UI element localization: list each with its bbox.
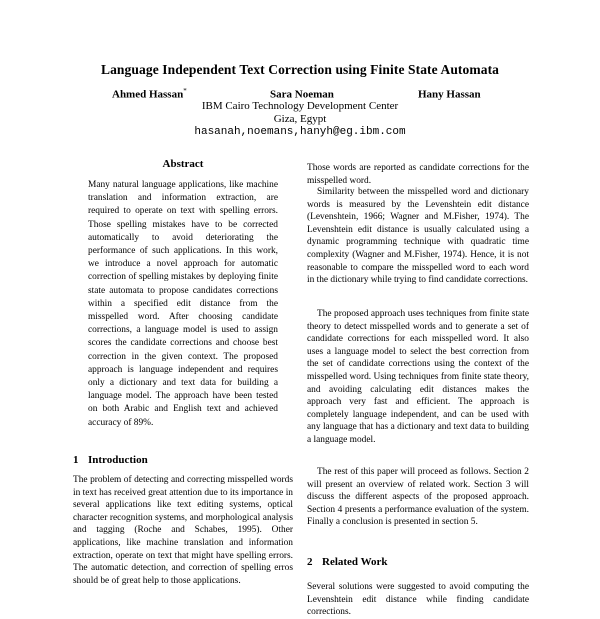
right-paragraph-4: The rest of this paper will proceed as follows. Section 2 will present an overview of related work. Section 3 will discuss the different aspects of the proposed approach. Section 4 presents a performance evaluation of the system. Finally a conclusion is presented in section 5. <box>307 467 529 528</box>
author-2-name: Sara Noeman <box>270 88 334 101</box>
author-1-name: Ahmed Hassan <box>112 88 184 101</box>
right-paragraph-1: Those words are reported as candidate corrections for the misspelled word. <box>307 163 529 186</box>
abstract-heading: Abstract <box>162 158 204 170</box>
right-paragraph-3: The proposed approach uses techniques from finite state theory to detect misspelled words and to generate a set of candidate corrections for each misspelled word. It also uses a language model to select the best correction from the set of candidate corrections using the context of the misspelled word. Using techniques from finite state theory, and avoiding calculating edit distances makes the approach very fast and efficient. The approach is completely language independent, and can be used with any language that has a dictionary and text data to building a language model. <box>307 309 529 445</box>
section-1-title: Introduction <box>88 454 148 466</box>
section-2-title: Related Work <box>322 556 388 568</box>
intro-paragraph: The problem of detecting and correcting misspelled words in text has received great attention due to its importance in several applications like text editing systems, optical character recognition systems, and morphological analysis and tagging (Roche and Schabes, 1995). Other applications, like machine translation and information extraction, operate on text that might have spelling errors. The automatic detection, and correction of spelling erros should be of great help to those applications. <box>73 475 293 586</box>
section-2-number: 2 <box>307 556 313 568</box>
author-3-name: Hany Hassan <box>418 88 481 101</box>
related-work-paragraph: Several solutions were suggested to avoid computing the Levenshtein edit distance while finding candidate corrections. <box>307 582 529 618</box>
section-related-work-heading <box>307 556 388 568</box>
author-3 <box>418 87 481 101</box>
author-1-mark: * <box>183 87 187 95</box>
author-1 <box>112 87 187 101</box>
paper-title: Language Independent Text Correction using Finite State Automata <box>100 62 500 77</box>
section-introduction-heading <box>73 454 148 466</box>
right-paragraph-2: Similarity between the misspelled word and dictionary words is measured by the Levenshtein edit distance (Levenshtein, 1966; Wagner and M.Fisher, 1974). The Levenshtein edit distance is usually calculated using a dynamic programming technique with quadratic time complexity (Wagner and M.Fisher, 1974). Hence, it is not reasonable to compare the misspelled word to each word in the dictionary while trying to find candidate corrections. <box>307 187 529 286</box>
author-emails: hasanah,noemans,hanyh@eg.ibm.com <box>194 126 406 138</box>
abstract-text: Many natural language applications, like machine translation and information extraction, are required to operate on text with spelling errors. Those spelling mistakes have to be corrected automatically to avoid deteriorating the performance of such applications. In this work, we introduce a novel approach for automatic correction of spelling mistakes by deploying finite state automata to propose candidates corrections within a specified edit distance from the misspelled word. After choosing candidate corrections, a language model is used to assign scores the candidate corrections and choose best correction in the given context. The proposed approach is language independent and requires only a dictionary and text data for building a language model. The approach have been tested on both Arabic and English text and achieved accuracy of 89%. <box>88 180 278 428</box>
location: Giza, Egypt <box>273 113 327 125</box>
affiliation: IBM Cairo Technology Development Center <box>201 100 399 112</box>
author-2 <box>270 87 334 101</box>
section-1-number: 1 <box>73 454 79 466</box>
